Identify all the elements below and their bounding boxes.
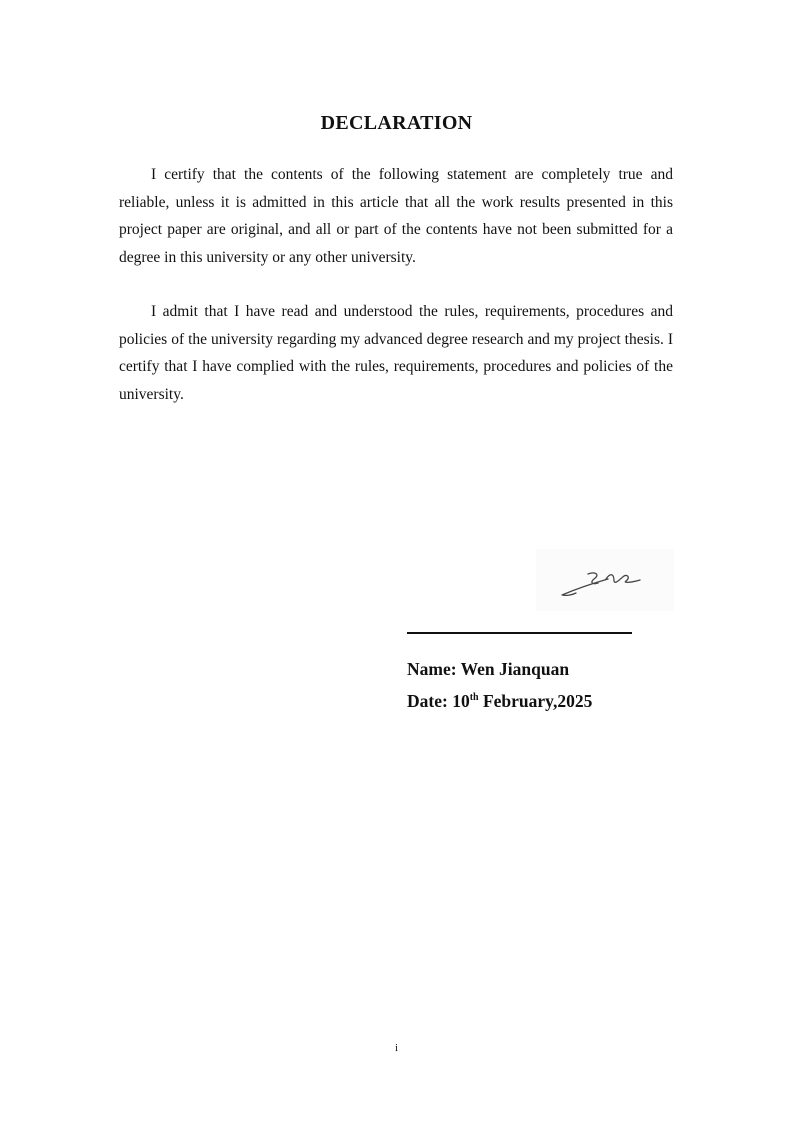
handwritten-signature: [536, 549, 674, 611]
declaration-paragraph-1: I certify that the contents of the following statement are completely true and reliable, unless it is admitted in this article that all the work results presented in this project paper are original, and all or part of the contents have not been submitted for a degree in this university or any other university.: [119, 166, 673, 266]
page-title: DECLARATION: [320, 112, 473, 134]
name-label: Name:: [407, 659, 457, 679]
name-line: [407, 659, 569, 680]
date-suffix: th: [469, 692, 479, 704]
page-number: i: [394, 1042, 399, 1054]
date-rest: February,2025: [482, 691, 593, 711]
signature-icon: [536, 549, 674, 611]
date-line: [407, 691, 592, 712]
name-value: Wen Jianquan: [460, 659, 570, 679]
date-label: Date:: [407, 691, 448, 711]
signature-line: [407, 632, 632, 634]
date-day: 10: [452, 691, 470, 711]
declaration-paragraph-2: I admit that I have read and understood the rules, requirements, procedures and policies of the university regarding my advanced degree research and my project thesis. I certify that I have complied with the rules, requirements, procedures and policies of the university.: [119, 303, 673, 403]
